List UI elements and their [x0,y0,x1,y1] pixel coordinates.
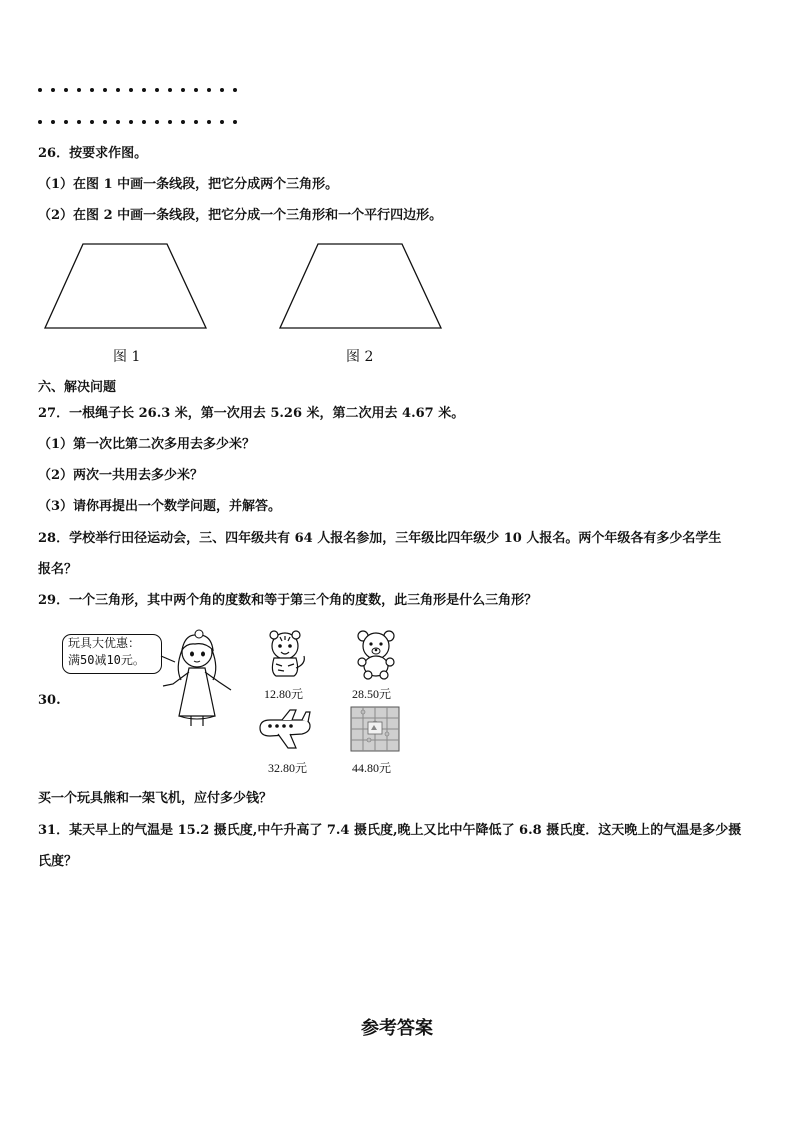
q30-question: 买一个玩具熊和一架飞机，应付多少钱？ [38,791,273,806]
q27-title: 27．一根绳子长 26.3 米，第一次用去 5.26 米，第二次用去 4.67 米。 [38,406,465,421]
q31-line1: 31．某天早上的气温是 15.2 摄氏度,中午升高了 7.4 摄氏度,晚上又比中午降低了 6.8 摄氏度．这天晚上的气温是多少摄 [38,823,742,838]
puzzle-toy-icon [350,706,400,752]
trapezoid-figures [0,0,794,360]
q28-line2: 报名？ [38,562,78,577]
q31-line2: 氏度？ [38,854,78,869]
puzzle-price: 44.80元 [352,761,392,775]
trapezoid-figure-2 [280,244,441,328]
tiger-price: 12.80元 [264,687,304,701]
bubble-line-2: 满50减10元。 [68,653,145,667]
q29-title: 29．一个三角形，其中两个角的度数和等于第三个角的度数，此三角形是什么三角形？ [38,593,538,608]
q27-sub2: （2）两次一共用去多少米？ [38,468,204,483]
q27-sub3: （3）请你再提出一个数学问题，并解答。 [38,499,282,514]
bear-price: 28.50元 [352,687,392,701]
section-title: 六、解决问题 [38,380,117,395]
trapezoid-figure-1 [45,244,206,328]
answer-title: 参考答案 [361,1018,433,1039]
bear-toy-icon [352,628,400,680]
q26-sub1: （1）在图 1 中画一条线段，把它分成两个三角形。 [38,177,339,192]
q26-sub2: （2）在图 2 中画一条线段，把它分成一个三角形和一个平行四边形。 [38,208,443,223]
q30-number: 30. [38,693,61,708]
plane-price: 32.80元 [268,761,308,775]
fig1-caption: 图 1 [113,349,141,365]
q27-sub1: （1）第一次比第二次多用去多少米？ [38,437,256,452]
tiger-toy-icon [260,628,310,680]
girl-illustration [155,628,237,728]
plane-toy-icon [254,708,314,752]
q26-title: 26．按要求作图。 [38,146,148,161]
q28-line1: 28．学校举行田径运动会，三、四年级共有 64 人报名参加，三年级比四年级少 10 人报名。两个年级各有多少名学生 [38,531,722,546]
speech-bubble [62,634,162,674]
bubble-line-1: 玩具大优惠： [68,636,141,650]
fig2-caption: 图 2 [346,349,374,365]
